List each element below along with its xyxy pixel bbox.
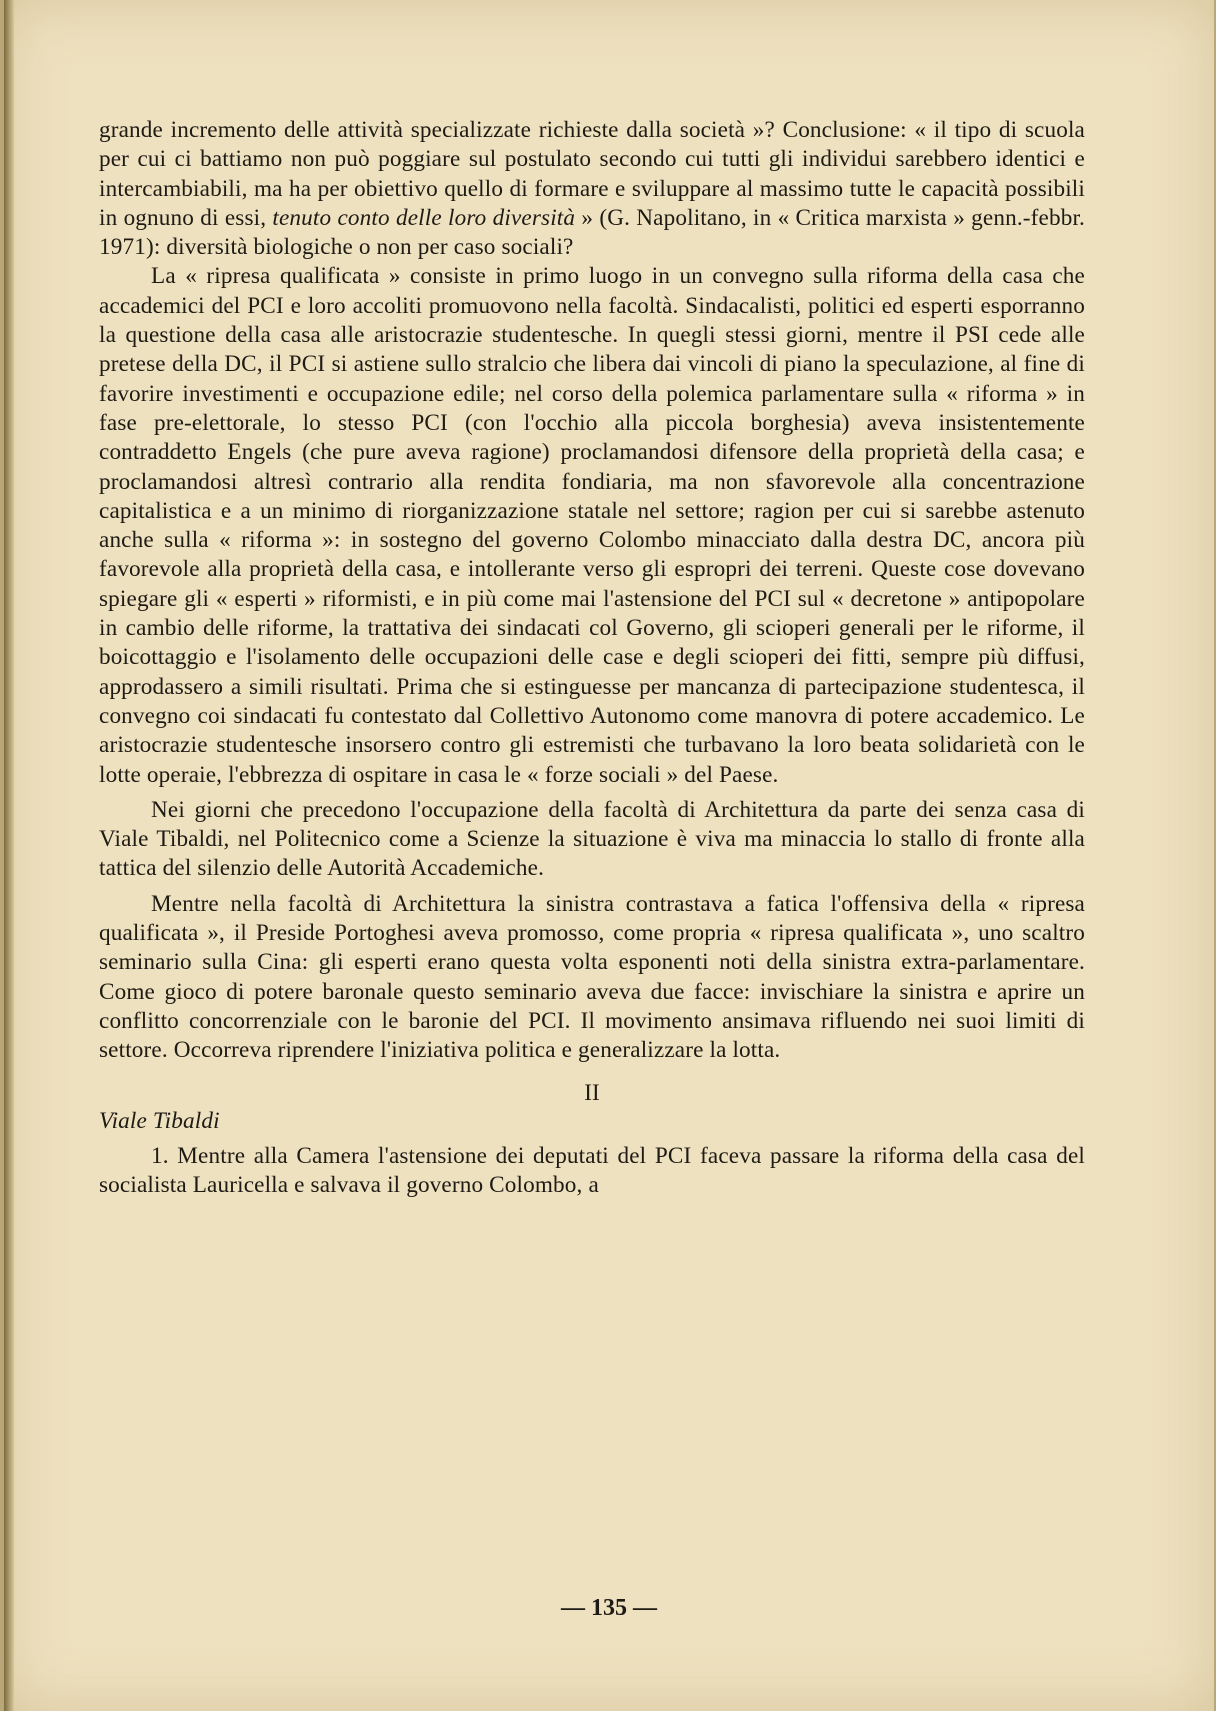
page-spine-shadow (4, 0, 14, 1711)
body-text (99, 116, 1085, 1201)
paragraph-1: grande incremento delle attività specializzate richieste dalla società »? Conclusione: « il tipo di scuola per cui ci battiamo non può poggiare sul postulato secondo cui tutti gli individui sarebbero identici e intercambiabili, ma ha per obiettivo quello di formare e sviluppare al massimo tutte le capacità possibili in ognuno di essi, tenuto conto delle loro diversità » (G. Napolitano, in « Critica marxista » genn.-febbr. 1971): diversità biologiche o non per caso sociali? (99, 117, 1085, 261)
italic-quote: tenuto conto delle loro diversità (272, 204, 576, 231)
page-number: — 135 — (561, 1595, 657, 1621)
paragraph-4: Mentre nella facoltà di Architettura la sinistra contrastava a fatica l'offensiva della « ripresa qualificata », il Preside Portoghesi aveva promosso, come propria « ripresa qualificata », uno scaltro seminario sulla Cina: gli esperti erano questa volta esponenti noti della sinistra extra-parlamentare. Come gioco di potere baronale questo seminario aveva due facce: invischiare la sinistra e aprire un conflitto concorrenziale con le baronie del PCI. Il movimento ansimava rifluendo nei suoi limiti di settore. Occorreva riprendere l'iniziativa politica e generalizzare la lotta. (99, 890, 1085, 1064)
paragraph-2: La « ripresa qualificata » consiste in primo luogo in un convegno sulla riforma della casa che accademici del PCI e loro accoliti promuovono nella facoltà. Sindacalisti, politici ed esperti esporranno la questione della casa alle aristocrazie studentesche. In quegli stessi giorni, mentre il PSI cede alle pretese della DC, il PCI si astiene sullo stralcio che libera dai vincoli di piano la speculazione, al fine di favorire investimenti e occupazione edile; nel corso della polemica parlamentare sulla « riforma » in fase pre-elettorale, lo stesso PCI (con l'occhio alla piccola borghesia) aveva insistentemente contraddetto Engels (che pure aveva ragione) proclamandosi difensore della proprietà della casa; e proclamandosi altresì contrario alla rendita fondiaria, ma non sfavorevole alla concentrazione capitalistica e a un minimo di riorganizzazione statale nel settore; ragion per cui si sarebbe astenuto anche sulla « riforma »: in sostegno del governo Colombo minacciato dalla destra DC, ancora più favorevole alla proprietà della casa, e intollerante verso gli espropri dei terreni. Queste cose dovevano spiegare gli « esperti » riformisti, e in più come mai l'astensione del PCI sul « decretone » antipopolare in cambio delle riforme, la trattativa dei sindacati col Governo, gli scioperi generali per le riforme, il boicottaggio e l'isolamento delle occupazioni delle case e degli scioperi dei fitti, sempre più diffusi, approdassero a simili risultati. Prima che si estinguesse per mancanza di partecipazione studentesca, il convegno coi sindacati fu contestato dal Collettivo Autonomo come manovra di potere accademico. Le aristocrazie studentesche insorsero contro gli estremisti che turbavano la loro beata solidarietà con le lotte operaie, l'ebbrezza di ospitare in casa le « forze sociali » del Paese. (99, 263, 1085, 788)
paragraph-3: Nei giorni che precedono l'occupazione della facoltà di Architettura da parte dei senza casa di Viale Tibaldi, nel Politecnico come a Scienze la situazione è viva ma minaccia lo stallo di fronte alla tattica del silenzio delle Autorità Accademiche. (99, 796, 1085, 882)
section-title: Viale Tibaldi (99, 1107, 220, 1134)
section-number: II (584, 1079, 600, 1105)
paragraph-5: 1. Mentre alla Camera l'astensione dei deputati del PCI faceva passare la riforma della casa del socialista Lauricella e salvava il governo Colombo, a (99, 1143, 1085, 1199)
book-page (4, 0, 1214, 1711)
